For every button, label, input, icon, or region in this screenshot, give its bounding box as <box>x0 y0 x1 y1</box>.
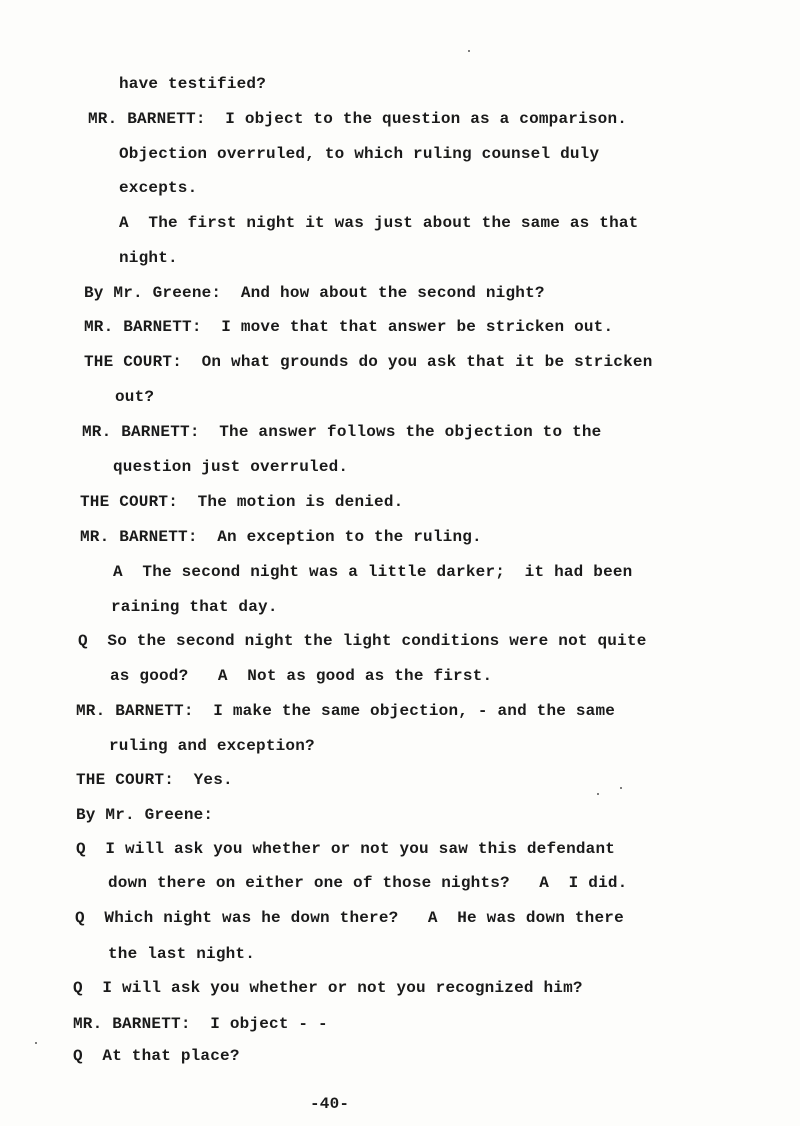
transcript-line: question just overruled. <box>113 458 349 476</box>
transcript-line: A The first night it was just about the same as that <box>119 214 639 232</box>
transcript-line: the last night. <box>108 945 256 963</box>
transcript-line: MR. BARNETT: An exception to the ruling. <box>80 528 482 546</box>
transcript-line: down there on either one of those nights? A I did. <box>108 874 628 892</box>
transcript-line: MR. BARNETT: I object to the question as a comparison. <box>88 110 628 128</box>
transcript-line: out? <box>115 388 155 406</box>
transcript-line: night. <box>119 249 178 267</box>
transcript-line: Q At that place? <box>73 1047 240 1065</box>
transcript-line: raining that day. <box>111 598 278 616</box>
transcript-line: By Mr. Greene: <box>76 806 214 824</box>
transcript-line: A The second night was a little darker; it had been <box>113 563 633 581</box>
transcript-line: Q So the second night the light conditions were not quite <box>78 632 647 650</box>
transcript-line: Q Which night was he down there? A He was down there <box>75 909 624 927</box>
transcript-line: ruling and exception? <box>109 737 315 755</box>
scan-speck <box>597 793 599 795</box>
transcript-line: MR. BARNETT: I move that that answer be stricken out. <box>84 318 614 336</box>
page-number: -40- <box>310 1095 350 1113</box>
transcript-line: as good? A Not as good as the first. <box>110 667 493 685</box>
transcript-line: MR. BARNETT: I object - - <box>73 1015 328 1033</box>
transcript-line: MR. BARNETT: The answer follows the objection to the <box>82 423 602 441</box>
scan-speck <box>620 787 622 789</box>
scan-speck <box>35 1042 37 1044</box>
transcript-line: THE COURT: On what grounds do you ask that it be stricken <box>84 353 653 371</box>
scan-speck <box>468 50 470 52</box>
transcript-line: Objection overruled, to which ruling counsel duly <box>119 145 600 163</box>
transcript-line: MR. BARNETT: I make the same objection, - and the same <box>76 702 616 720</box>
transcript-line: THE COURT: The motion is denied. <box>80 493 404 511</box>
transcript-line: By Mr. Greene: And how about the second night? <box>84 284 545 302</box>
transcript-line: THE COURT: Yes. <box>76 771 233 789</box>
transcript-line: excepts. <box>119 179 198 197</box>
transcript-line: have testified? <box>119 75 267 93</box>
transcript-line: Q I will ask you whether or not you saw this defendant <box>76 840 616 858</box>
transcript-line: Q I will ask you whether or not you recognized him? <box>73 979 583 997</box>
